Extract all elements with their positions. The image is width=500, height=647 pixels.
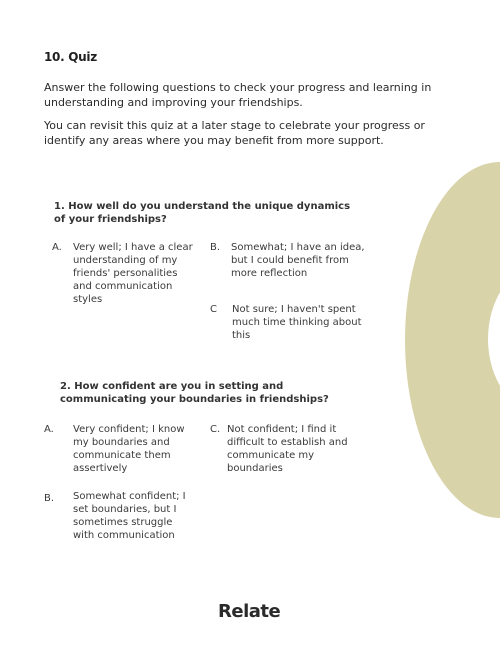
q2-option-c-letter: C. [210,424,221,435]
q2-option-a-text: Very confident; I know my boundaries and communicate them assertively [73,424,185,474]
question-1: 1. How well do you understand the unique dynamics of your friendships? [54,201,351,225]
question-2: 2. How confident are you in setting and communicating your boundaries in friendships? [60,381,329,405]
q2-option-b-text: Somewhat confident; I set boundaries, but I sometimes struggle with communication [73,491,186,541]
q1-option-c-text: Not sure; I haven't spent much time thinking about this [232,304,362,341]
q2-option-c-text: Not confident; I find it difficult to establish and communicate my boundaries [227,424,348,474]
q1-option-c-letter: C [210,304,217,315]
intro-paragraph-2: You can revisit this quiz at a later stage to celebrate your progress or identify any areas where you may benefit from more support. [44,119,425,147]
q2-option-b-letter: B. [44,493,55,504]
q1-option-b-text: Somewhat; I have an idea, but I could benefit from more reflection [231,242,365,279]
q2-option-a-letter: A. [44,424,54,435]
section-title: 10. Quiz [44,50,97,64]
q1-option-a-text: Very well; I have a clear understanding of my friends' personalities and communication styles [73,242,193,305]
q1-option-a-letter: A. [52,242,62,253]
intro-paragraph-1: Answer the following questions to check your progress and learning in understanding and improving your friendships. [44,81,432,109]
relate-logo: Relate [218,601,281,622]
q1-option-b-letter: B. [210,242,221,253]
decorative-arc [405,162,500,518]
